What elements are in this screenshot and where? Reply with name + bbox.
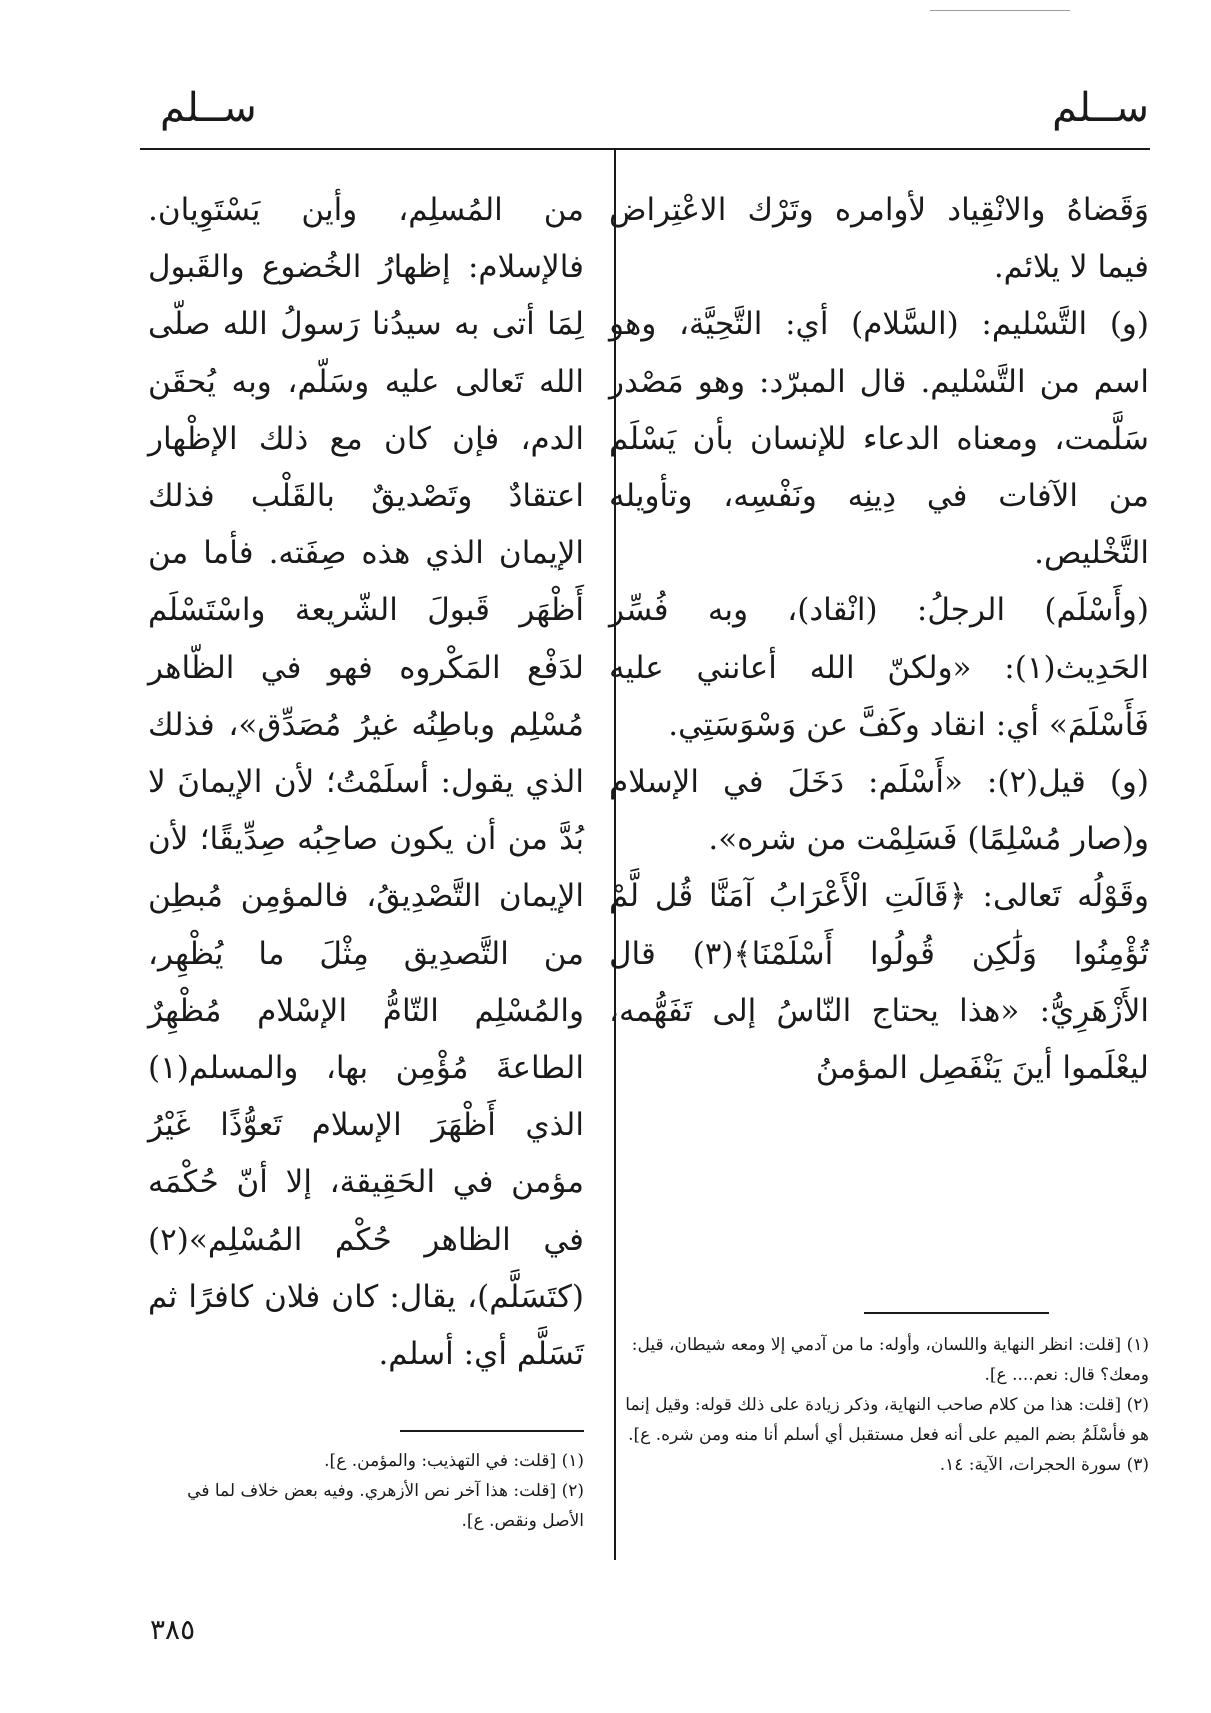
footnote: (٣) سورة الحجرات، الآية: ١٤. [939,1455,1149,1475]
running-header-left: ســلم [160,85,257,131]
footnote: (١) [قلت: انظر النهاية واللسان، وأوله: ما من آدمي إلا ومعه شيطان، قيل: ومعك؟ قال: نعم.... ع]. [631,1335,1149,1385]
footnotes-right [609,1330,1149,1480]
page-number: ٣٨٥ [150,1613,196,1646]
paragraph: (و) قيل(٢): «أَسْلَم: دَخَلَ في الإسلام و(صار مُسْلِمًا) فَسَلِمْت من شره». [609,764,1150,858]
footnote-rule-left [400,1430,584,1432]
footnote: (١) [قلت: في التهذيب: والمؤمن. ع]. [324,1451,584,1471]
paragraph: وَقَضاهُ والانْقِياد لأوامره وتَرْك الاعْتِراض فيما لا يلائم. [609,192,1149,286]
footnote-rule-right [864,1312,1049,1314]
footnotes-left [148,1446,584,1536]
footnote: (٢) [قلت: هذا آخر نص الأزهري. وفيه بعض خلاف لما في الأصل ونقص. ع]. [187,1481,584,1531]
footnote: (٢) [قلت: هذا من كلام صاحب النهاية، وذكر زيادة على ذلك قوله: وقيل إنما هو فأسْلَمُ بضم الميم على أنه فعل مستقبل أي أسلم أنا منه ومن شره. ع]. [625,1395,1149,1445]
top-edge-rule [930,10,1070,11]
paragraph: (وأَسْلَم) الرجلُ: (انْقاد)، وبه فُسِّر الحَدِيث(١): «ولكنّ الله أعانني عليه فَأَسْلَمَ» أي: انقاد وكَفَّ عن وَسْوَسَتِي. [609,592,1149,743]
right-column [609,182,1149,1097]
left-column [148,182,584,1383]
paragraph: من المُسلِم، وأين يَسْتَوِيان. فالإسلام: إظهارُ الخُضوع والقَبول لِمَا أتى به سيدُنا رَسولُ الله صلّى الله تَعالى عليه وسَلّم، وبه يُحقَن الدم، فإن كان مع ذلك الإظْهار اعتقادٌ وتَصْديقٌ بالقَلْب فذلك الإيمان الذي هذه صِفَته. فأما من أَظْهَر قَبولَ الشّريعة واسْتَسْلَم لدَفْع المَكْروه فهو في الظّاهر مُسْلِم وباطِنُه غيرُ مُصَدِّق»، فذلك الذي يقول: أسلَمْتُ؛ لأن الإيمانَ لا بُدَّ من أن يكون صاحِبُه صِدِّيقًا؛ لأن الإيمان التَّصْدِيقُ، فالمؤمِن مُبطِن من التَّصدِيق مِثْلَ ما يُظْهِر، والمُسْلِم التّامُّ الإسْلام مُظْهِرٌ الطاعةَ مُؤْمِن بها، والمسلم(١) الذي أَظْهَرَ الإسلام تَعوُّذًا غَيْرُ مؤمن في الحَقِيقة، إلا أنّ حُكْمَه في الظاهر حُكْم المُسْلِم»(٢) (كتَسَلَّم)، يقال: كان فلان كافرًا ثم تَسَلَّم أي: أسلم. [148,192,584,1373]
running-header-right: ســلم [1052,85,1149,131]
header-rule [140,148,1150,150]
paragraph: وقَوْلُه تَعالى: ﴿قَالَتِ الْأَعْرَابُ آمَنَّا قُل لَّمْ تُؤْمِنُوا وَلَٰكِن قُولُوا أَسْلَمْنَا﴾(٣) قال الأَزْهَرِيُّ: «هذا يحتاج النّاسُ إلى تَفَهُّمه، ليعْلَموا أينَ يَنْفَصِل المؤمنُ [609,878,1149,1087]
paragraph: (و) التَّسْليم: (السَّلام) أي: التَّحِيَّة، وهو اسم من التَّسْليم. قال المبرّد: وهو مَصْدر سَلَّمت، ومعناه الدعاء للإنسان بأن يَسْلَم من الآفات في دِينِه ونَفْسِه، وتأويله التَّخْليص. [609,306,1149,572]
